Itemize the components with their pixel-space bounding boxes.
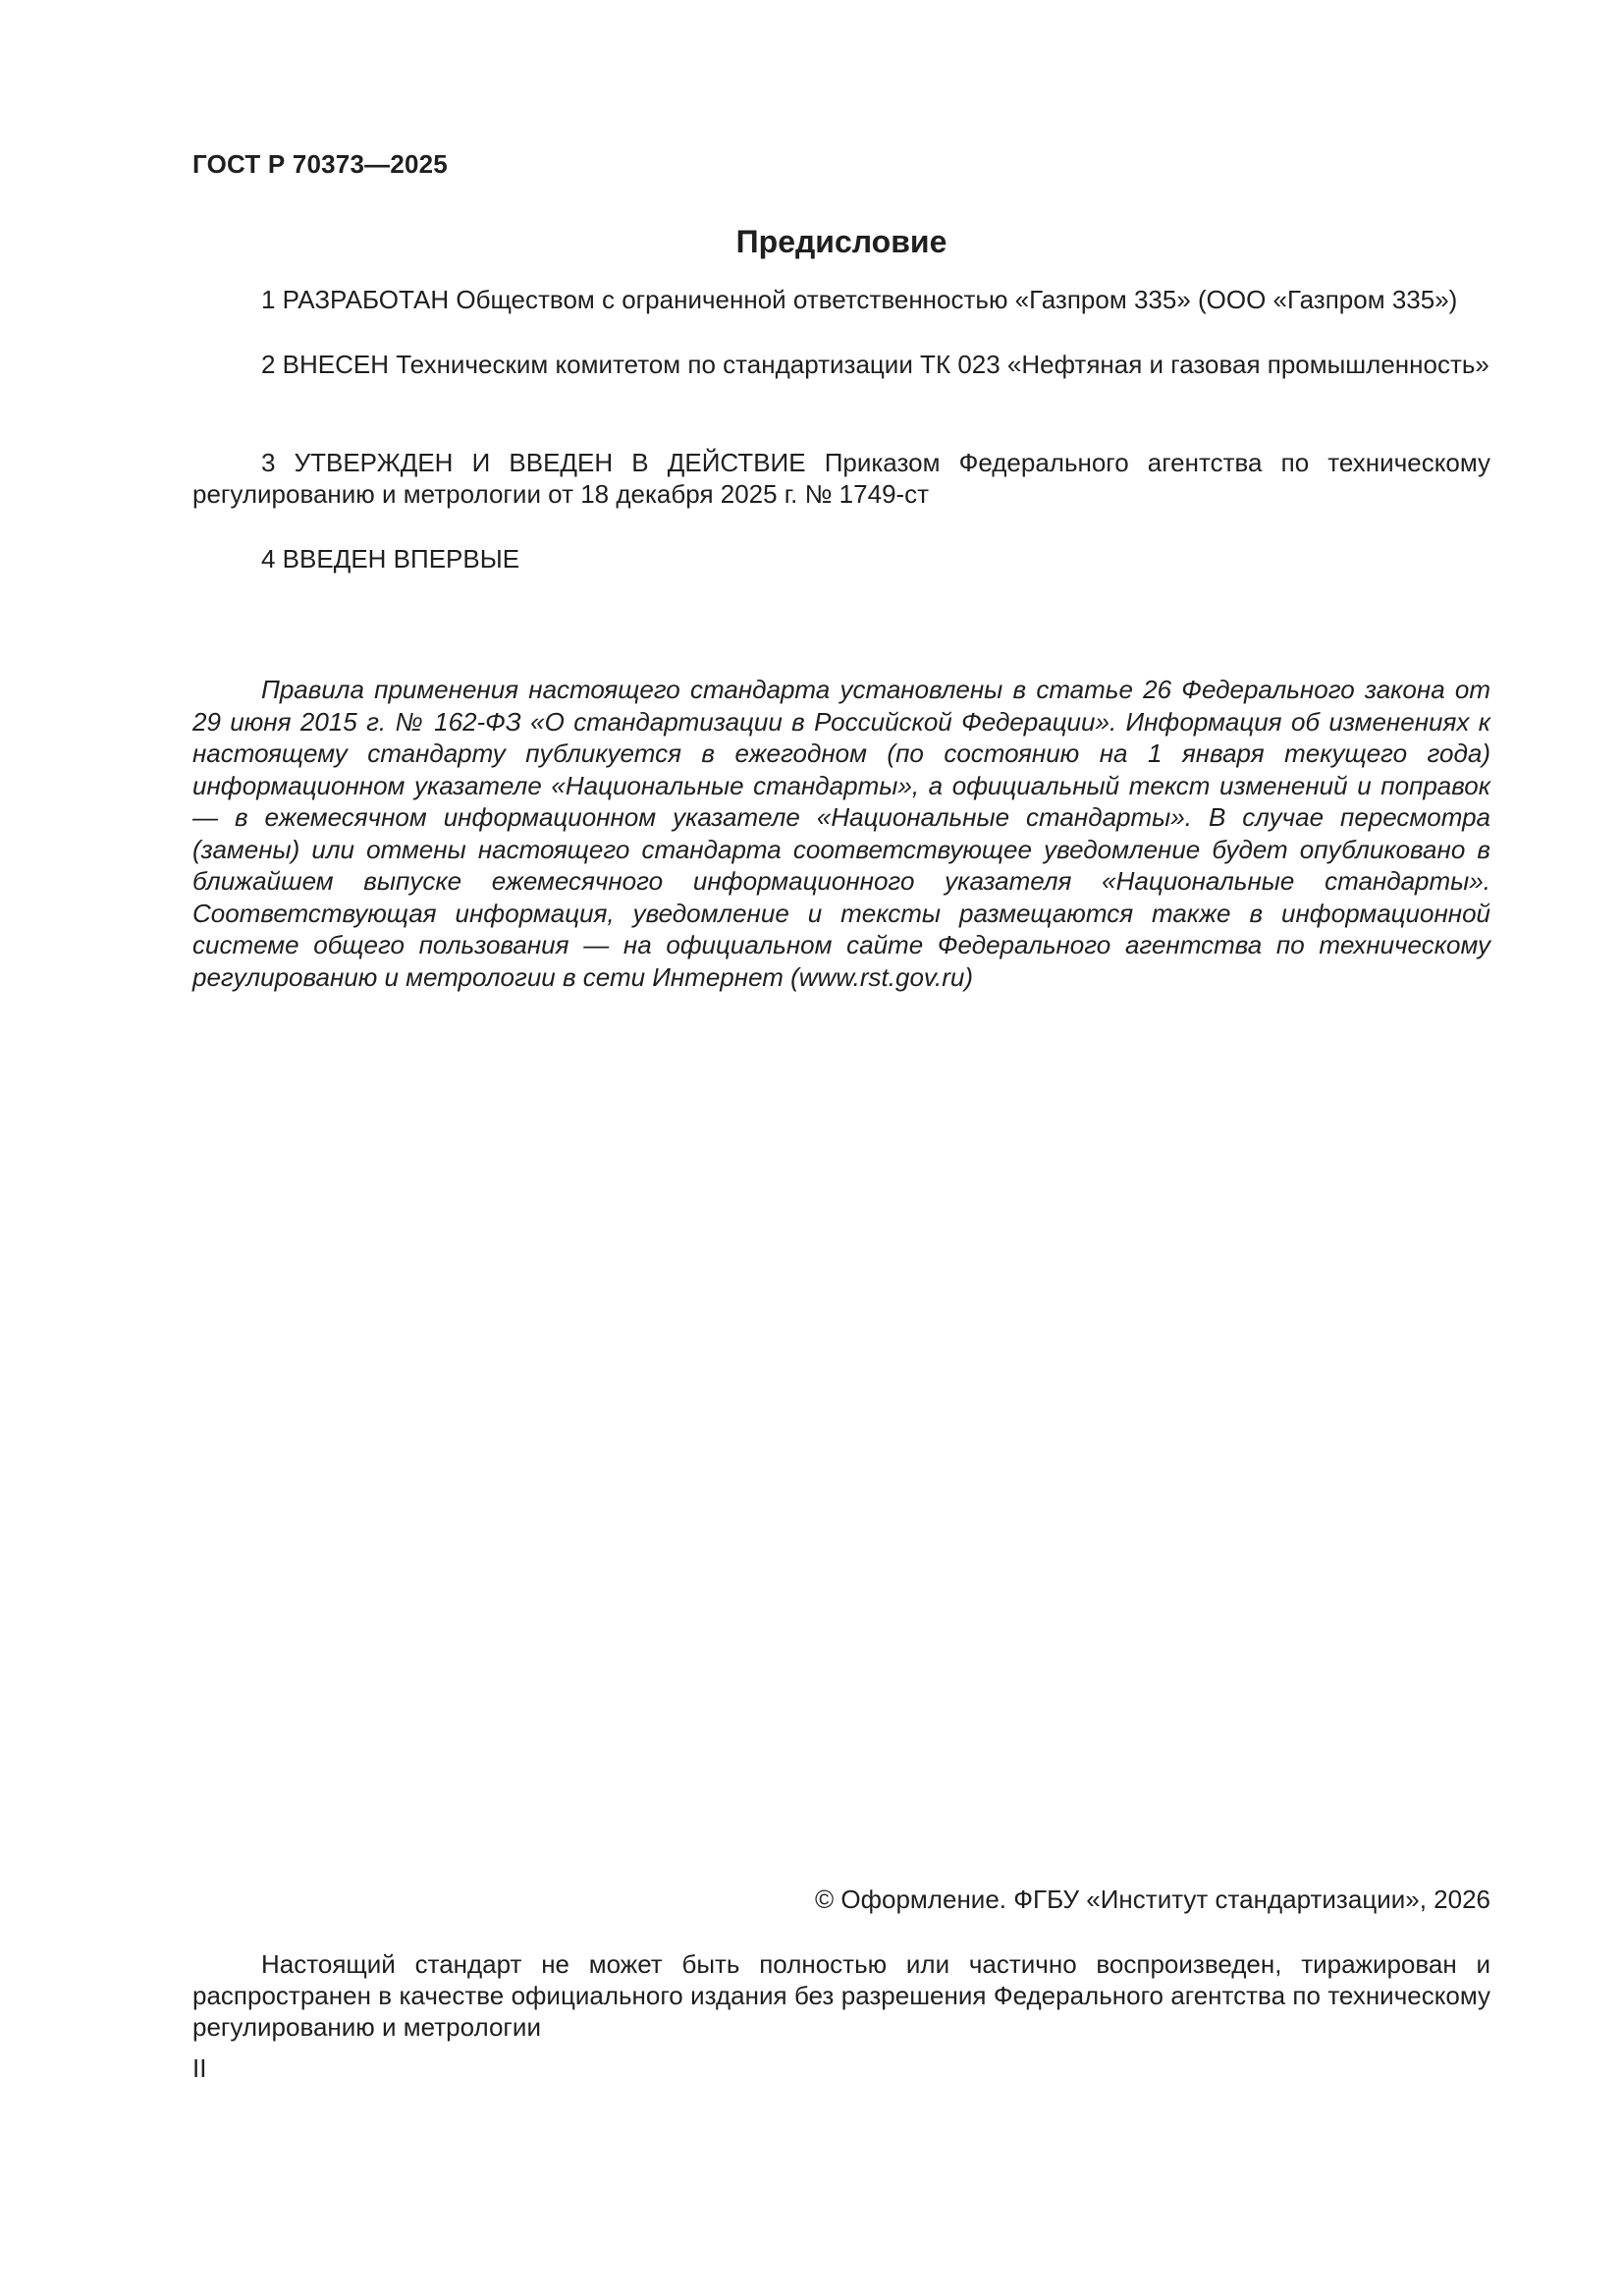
copyright-line: © Оформление. ФГБУ «Институт стандартизации», 2026 (815, 1885, 1490, 1914)
foreword-item-3: 3 УТВЕРЖДЕН И ВВЕДЕН В ДЕЙСТВИЕ Приказом Федерального агентства по техническому регулированию и метрологии от 18 декабря 2025 г. № 1749-ст (192, 448, 1490, 509)
reproduction-notice: Настоящий стандарт не может быть полностью или частично воспроизведен, тиражирован и распространен в качестве официального издания без разрешения Федерального агентства по техническому регулированию и метрологии (192, 1949, 1490, 2042)
document-code: ГОСТ Р 70373—2025 (192, 149, 448, 179)
foreword-item-4: 4 ВВЕДЕН ВПЕРВЫЕ (261, 544, 520, 574)
document-page (192, 0, 1490, 2296)
foreword-item-2: 2 ВНЕСЕН Техническим комитетом по стандартизации ТК 023 «Нефтяная и газовая промышленность» (261, 350, 1489, 379)
foreword-item-1: 1 РАЗРАБОТАН Обществом с ограниченной ответственностью «Газпром 335» (ООО «Газпром 335») (261, 285, 1458, 314)
page-number: II (192, 2053, 207, 2083)
page-title: Предисловие (735, 224, 947, 259)
rules-notice: Правила применения настоящего стандарта установлены в статье 26 Федерального закона от 29 июня 2015 г. № 162-ФЗ «О стандартизации в Российской Федерации». Информация об изменениях к настоящему стандарту публикуется в ежегодном (по состоянию на 1 января текущего года) информационном указателе «Национальные стандарты», а официальный текст изменений и поправок — в ежемесячном информационном указателе «Национальные стандарты». В случае пересмотра (замены) или отмены настоящего стандарта соответствующее уведомление будет опубликовано в ближайшем выпуске ежемесячного информационного указателя «Национальные стандарты». Соответствующая информация, уведомление и тексты размещаются также в информационной системе общего пользования — на официальном сайте Федерального агентства по техническому регулированию и метрологии в сети Интернет (www.rst.gov.ru) (192, 675, 1490, 992)
